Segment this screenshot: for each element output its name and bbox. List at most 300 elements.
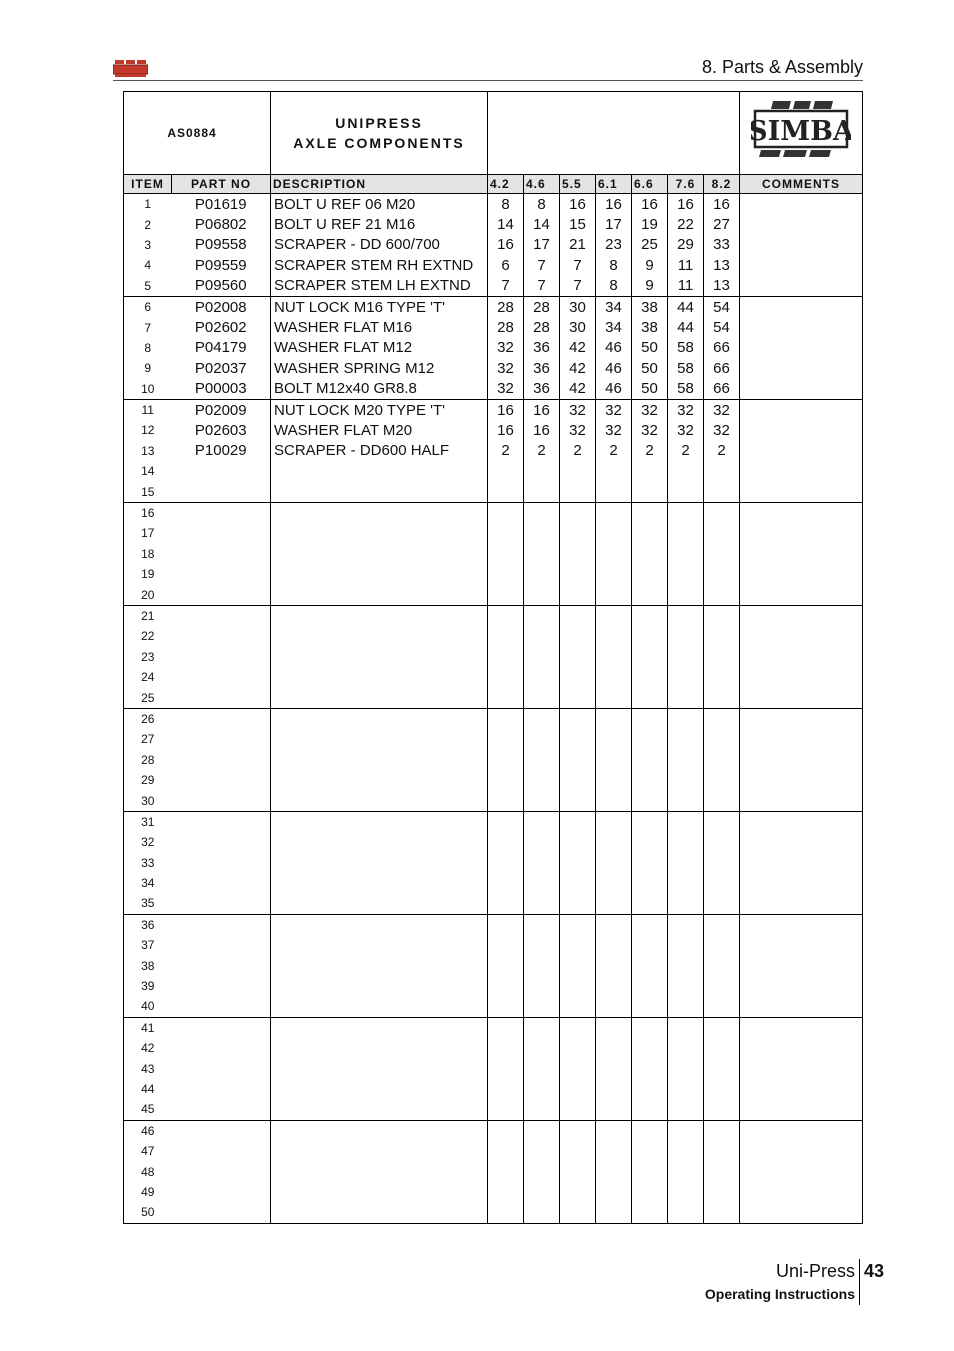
quantity-cell bbox=[596, 1182, 632, 1202]
quantity-cell bbox=[524, 1099, 560, 1120]
quantity-cell bbox=[596, 461, 632, 481]
quantity-cell bbox=[668, 523, 704, 543]
part-number-cell bbox=[172, 729, 271, 749]
quantity-cell bbox=[596, 605, 632, 626]
part-number-cell: P06802 bbox=[172, 214, 271, 234]
quantity-cell: 32 bbox=[704, 399, 740, 420]
part-number-cell bbox=[172, 1079, 271, 1099]
quantity-cell: 66 bbox=[704, 338, 740, 358]
quantity-cell: 17 bbox=[596, 214, 632, 234]
item-number-cell: 5 bbox=[124, 276, 172, 297]
quantity-cell bbox=[596, 853, 632, 873]
quantity-cell bbox=[596, 750, 632, 770]
comments-cell bbox=[740, 461, 863, 481]
part-number-cell: P09558 bbox=[172, 235, 271, 255]
quantity-cell: 42 bbox=[560, 379, 596, 400]
item-number-cell: 45 bbox=[124, 1099, 172, 1120]
quantity-cell bbox=[488, 729, 524, 749]
description-cell bbox=[271, 750, 488, 770]
quantity-cell bbox=[524, 708, 560, 729]
item-number-cell: 30 bbox=[124, 790, 172, 811]
comments-cell bbox=[740, 379, 863, 400]
quantity-cell bbox=[488, 481, 524, 502]
quantity-cell bbox=[632, 544, 668, 564]
quantity-cell: 36 bbox=[524, 338, 560, 358]
quantity-cell bbox=[704, 790, 740, 811]
item-number-cell: 17 bbox=[124, 523, 172, 543]
quantity-cell bbox=[524, 811, 560, 832]
item-number-cell: 27 bbox=[124, 729, 172, 749]
table-row bbox=[124, 379, 863, 400]
quantity-cell bbox=[524, 935, 560, 955]
quantity-cell bbox=[560, 708, 596, 729]
table-row bbox=[124, 790, 863, 811]
quantity-cell bbox=[596, 647, 632, 667]
description-cell bbox=[271, 1161, 488, 1181]
description-cell bbox=[271, 481, 488, 502]
quantity-cell bbox=[524, 1038, 560, 1058]
quantity-cell bbox=[488, 770, 524, 790]
quantity-cell bbox=[560, 729, 596, 749]
comments-cell bbox=[740, 399, 863, 420]
quantity-cell bbox=[524, 461, 560, 481]
quantity-cell: 19 bbox=[632, 214, 668, 234]
quantity-cell bbox=[560, 564, 596, 584]
quantity-cell bbox=[488, 1038, 524, 1058]
quantity-cell: 54 bbox=[704, 317, 740, 337]
item-number-cell: 14 bbox=[124, 461, 172, 481]
quantity-cell: 32 bbox=[704, 420, 740, 440]
table-row bbox=[124, 481, 863, 502]
description-cell bbox=[271, 853, 488, 873]
description-cell bbox=[271, 976, 488, 996]
comments-cell bbox=[740, 750, 863, 770]
quantity-cell bbox=[668, 955, 704, 975]
description-cell bbox=[271, 1099, 488, 1120]
footer-subtitle: Operating Instructions bbox=[704, 1286, 855, 1302]
quantity-cell bbox=[668, 667, 704, 687]
quantity-cell bbox=[596, 1038, 632, 1058]
quantity-cell bbox=[596, 996, 632, 1017]
quantity-cell bbox=[596, 1079, 632, 1099]
description-cell bbox=[271, 832, 488, 852]
part-number-cell: P02008 bbox=[172, 296, 271, 317]
quantity-cell bbox=[704, 1099, 740, 1120]
part-number-cell bbox=[172, 914, 271, 935]
quantity-cell bbox=[596, 832, 632, 852]
item-number-cell: 33 bbox=[124, 853, 172, 873]
part-number-cell bbox=[172, 584, 271, 605]
quantity-cell bbox=[668, 1079, 704, 1099]
quantity-cell: 32 bbox=[668, 399, 704, 420]
description-cell bbox=[271, 584, 488, 605]
table-row bbox=[124, 214, 863, 234]
quantity-cell: 50 bbox=[632, 338, 668, 358]
quantity-cell: 30 bbox=[560, 296, 596, 317]
quantity-cell bbox=[488, 605, 524, 626]
comments-cell bbox=[740, 235, 863, 255]
quantity-cell: 2 bbox=[524, 441, 560, 461]
quantity-cell bbox=[596, 1017, 632, 1038]
quantity-cell: 28 bbox=[524, 317, 560, 337]
quantity-cell bbox=[668, 935, 704, 955]
quantity-cell: 6 bbox=[488, 255, 524, 275]
quantity-cell bbox=[560, 955, 596, 975]
quantity-cell bbox=[560, 811, 596, 832]
quantity-cell bbox=[488, 502, 524, 523]
quantity-cell: 28 bbox=[488, 296, 524, 317]
quantity-cell: 7 bbox=[488, 276, 524, 297]
quantity-cell bbox=[488, 1079, 524, 1099]
quantity-cell: 33 bbox=[704, 235, 740, 255]
quantity-cell bbox=[668, 790, 704, 811]
quantity-cell bbox=[704, 647, 740, 667]
table-row bbox=[124, 605, 863, 626]
quantity-cell bbox=[596, 729, 632, 749]
quantity-cell bbox=[560, 1120, 596, 1141]
comments-cell bbox=[740, 914, 863, 935]
comments-cell bbox=[740, 1079, 863, 1099]
comments-cell bbox=[740, 955, 863, 975]
quantity-cell bbox=[524, 790, 560, 811]
quantity-cell bbox=[524, 996, 560, 1017]
table-row bbox=[124, 1202, 863, 1223]
quantity-cell bbox=[488, 667, 524, 687]
quantity-cell bbox=[704, 1202, 740, 1223]
footer-product: Uni-Press bbox=[775, 1261, 855, 1281]
quantity-cell bbox=[560, 750, 596, 770]
quantity-cell: 28 bbox=[524, 296, 560, 317]
comments-cell bbox=[740, 667, 863, 687]
quantity-cell bbox=[704, 1038, 740, 1058]
quantity-cell bbox=[488, 790, 524, 811]
quantity-cell: 42 bbox=[560, 358, 596, 378]
item-number-cell: 9 bbox=[124, 358, 172, 378]
quantity-cell: 54 bbox=[704, 296, 740, 317]
quantity-cell bbox=[704, 564, 740, 584]
part-number-cell bbox=[172, 1120, 271, 1141]
comments-cell bbox=[740, 626, 863, 646]
description-cell bbox=[271, 1120, 488, 1141]
quantity-cell: 14 bbox=[488, 214, 524, 234]
quantity-cell: 16 bbox=[524, 420, 560, 440]
item-number-cell: 48 bbox=[124, 1161, 172, 1181]
quantity-cell bbox=[560, 790, 596, 811]
sheet-title-line2: AXLE COMPONENTS bbox=[293, 135, 465, 151]
description-cell bbox=[271, 523, 488, 543]
table-row bbox=[124, 399, 863, 420]
quantity-cell bbox=[704, 750, 740, 770]
quantity-cell bbox=[488, 832, 524, 852]
quantity-cell: 25 bbox=[632, 235, 668, 255]
comments-cell bbox=[740, 832, 863, 852]
part-number-cell bbox=[172, 832, 271, 852]
quantity-cell bbox=[668, 1038, 704, 1058]
quantity-cell: 23 bbox=[596, 235, 632, 255]
quantity-cell bbox=[704, 626, 740, 646]
quantity-cell bbox=[596, 976, 632, 996]
table-row bbox=[124, 914, 863, 935]
quantity-cell: 32 bbox=[632, 399, 668, 420]
quantity-cell: 38 bbox=[632, 317, 668, 337]
quantity-cell: 16 bbox=[704, 194, 740, 215]
part-number-cell bbox=[172, 935, 271, 955]
quantity-cell bbox=[560, 481, 596, 502]
table-row bbox=[124, 235, 863, 255]
quantity-cell bbox=[668, 750, 704, 770]
quantity-cell bbox=[596, 544, 632, 564]
quantity-cell bbox=[596, 1058, 632, 1078]
quantity-cell bbox=[632, 481, 668, 502]
quantity-cell bbox=[560, 935, 596, 955]
item-number-cell: 50 bbox=[124, 1202, 172, 1223]
part-number-cell: P10029 bbox=[172, 441, 271, 461]
quantity-cell bbox=[524, 502, 560, 523]
description-cell bbox=[271, 647, 488, 667]
description-cell bbox=[271, 544, 488, 564]
item-number-cell: 6 bbox=[124, 296, 172, 317]
table-row bbox=[124, 853, 863, 873]
quantity-cell: 14 bbox=[524, 214, 560, 234]
comments-cell bbox=[740, 214, 863, 234]
item-number-cell: 24 bbox=[124, 667, 172, 687]
comments-cell bbox=[740, 996, 863, 1017]
quantity-cell bbox=[632, 811, 668, 832]
part-number-cell bbox=[172, 955, 271, 975]
part-number-cell bbox=[172, 873, 271, 893]
item-number-cell: 39 bbox=[124, 976, 172, 996]
quantity-cell: 32 bbox=[668, 420, 704, 440]
quantity-cell: 8 bbox=[596, 255, 632, 275]
quantity-cell bbox=[560, 667, 596, 687]
comments-cell bbox=[740, 605, 863, 626]
quantity-cell: 32 bbox=[488, 379, 524, 400]
quantity-cell bbox=[704, 996, 740, 1017]
quantity-cell bbox=[596, 811, 632, 832]
quantity-cell bbox=[632, 1202, 668, 1223]
quantity-cell bbox=[596, 481, 632, 502]
quantity-cell bbox=[560, 626, 596, 646]
quantity-cell bbox=[632, 1182, 668, 1202]
table-row bbox=[124, 955, 863, 975]
quantity-cell: 2 bbox=[668, 441, 704, 461]
quantity-cell: 36 bbox=[524, 358, 560, 378]
quantity-cell: 16 bbox=[668, 194, 704, 215]
quantity-cell bbox=[560, 976, 596, 996]
quantity-cell bbox=[704, 544, 740, 564]
quantity-cell: 32 bbox=[488, 338, 524, 358]
comments-cell bbox=[740, 893, 863, 914]
quantity-cell bbox=[596, 1120, 632, 1141]
description-cell bbox=[271, 790, 488, 811]
quantity-cell bbox=[632, 708, 668, 729]
parts-table bbox=[123, 91, 863, 1224]
quantity-cell: 8 bbox=[488, 194, 524, 215]
quantity-cell bbox=[632, 647, 668, 667]
quantity-cell bbox=[560, 647, 596, 667]
quantity-cell bbox=[596, 687, 632, 708]
quantity-cell bbox=[668, 811, 704, 832]
description-cell bbox=[271, 626, 488, 646]
quantity-cell bbox=[560, 1038, 596, 1058]
sheet-code: AS0884 bbox=[124, 92, 271, 175]
quantity-cell bbox=[524, 1182, 560, 1202]
quantity-cell bbox=[524, 544, 560, 564]
description-cell: BOLT U REF 21 M16 bbox=[271, 214, 488, 234]
part-number-cell bbox=[172, 1017, 271, 1038]
quantity-cell bbox=[524, 626, 560, 646]
table-row bbox=[124, 647, 863, 667]
quantity-cell bbox=[488, 523, 524, 543]
quantity-cell bbox=[704, 832, 740, 852]
comments-cell bbox=[740, 687, 863, 708]
part-number-cell bbox=[172, 1038, 271, 1058]
quantity-cell bbox=[524, 770, 560, 790]
quantity-cell bbox=[668, 605, 704, 626]
quantity-cell: 16 bbox=[596, 194, 632, 215]
quantity-cell: 29 bbox=[668, 235, 704, 255]
quantity-cell bbox=[704, 935, 740, 955]
item-number-cell: 7 bbox=[124, 317, 172, 337]
quantity-cell bbox=[668, 687, 704, 708]
comments-cell bbox=[740, 255, 863, 275]
quantity-cell bbox=[560, 853, 596, 873]
quantity-cell bbox=[524, 1058, 560, 1078]
part-number-cell: P02037 bbox=[172, 358, 271, 378]
part-number-cell bbox=[172, 1182, 271, 1202]
comments-cell bbox=[740, 935, 863, 955]
quantity-cell: 11 bbox=[668, 255, 704, 275]
table-row bbox=[124, 996, 863, 1017]
quantity-cell bbox=[632, 729, 668, 749]
quantity-cell bbox=[560, 1141, 596, 1161]
quantity-cell bbox=[488, 708, 524, 729]
quantity-cell bbox=[668, 1058, 704, 1078]
quantity-cell: 2 bbox=[704, 441, 740, 461]
table-row bbox=[124, 296, 863, 317]
quantity-cell bbox=[668, 1141, 704, 1161]
table-row bbox=[124, 441, 863, 461]
quantity-cell bbox=[668, 1017, 704, 1038]
comments-cell bbox=[740, 770, 863, 790]
col-header-size: 7.6 bbox=[668, 175, 704, 194]
quantity-cell bbox=[560, 1099, 596, 1120]
quantity-cell bbox=[704, 1058, 740, 1078]
quantity-cell bbox=[704, 955, 740, 975]
description-cell bbox=[271, 1182, 488, 1202]
quantity-cell bbox=[488, 1202, 524, 1223]
quantity-cell bbox=[596, 708, 632, 729]
table-row bbox=[124, 893, 863, 914]
comments-cell bbox=[740, 276, 863, 297]
col-header-description: DESCRIPTION bbox=[271, 175, 488, 194]
quantity-cell bbox=[632, 1058, 668, 1078]
quantity-cell bbox=[488, 750, 524, 770]
quantity-cell: 34 bbox=[596, 317, 632, 337]
table-row bbox=[124, 544, 863, 564]
part-number-cell bbox=[172, 544, 271, 564]
table-row bbox=[124, 523, 863, 543]
quantity-cell bbox=[668, 647, 704, 667]
quantity-cell: 9 bbox=[632, 276, 668, 297]
quantity-cell bbox=[632, 605, 668, 626]
table-row bbox=[124, 420, 863, 440]
part-number-cell: P02009 bbox=[172, 399, 271, 420]
table-row bbox=[124, 502, 863, 523]
quantity-cell bbox=[524, 1120, 560, 1141]
item-number-cell: 15 bbox=[124, 481, 172, 502]
quantity-cell bbox=[560, 832, 596, 852]
description-cell bbox=[271, 770, 488, 790]
comments-cell bbox=[740, 584, 863, 605]
part-number-cell bbox=[172, 976, 271, 996]
quantity-cell bbox=[488, 1161, 524, 1181]
quantity-cell: 28 bbox=[488, 317, 524, 337]
part-number-cell: P01619 bbox=[172, 194, 271, 215]
quantity-cell: 50 bbox=[632, 358, 668, 378]
part-number-cell: P04179 bbox=[172, 338, 271, 358]
quantity-cell: 16 bbox=[560, 194, 596, 215]
comments-cell bbox=[740, 317, 863, 337]
table-row bbox=[124, 358, 863, 378]
quantity-cell bbox=[632, 955, 668, 975]
quantity-cell bbox=[704, 853, 740, 873]
sheet-title bbox=[271, 92, 488, 175]
sheet-title-line1: UNIPRESS bbox=[335, 115, 423, 131]
quantity-cell bbox=[704, 523, 740, 543]
quantity-cell bbox=[596, 893, 632, 914]
table-row bbox=[124, 811, 863, 832]
quantity-cell bbox=[488, 1058, 524, 1078]
quantity-cell bbox=[704, 1017, 740, 1038]
item-number-cell: 28 bbox=[124, 750, 172, 770]
quantity-cell bbox=[596, 790, 632, 811]
quantity-cell bbox=[632, 1161, 668, 1181]
quantity-cell: 32 bbox=[596, 399, 632, 420]
item-number-cell: 41 bbox=[124, 1017, 172, 1038]
quantity-cell bbox=[668, 1202, 704, 1223]
part-number-cell: P02603 bbox=[172, 420, 271, 440]
part-number-cell bbox=[172, 1099, 271, 1120]
quantity-cell bbox=[524, 667, 560, 687]
quantity-cell bbox=[704, 811, 740, 832]
description-cell bbox=[271, 1017, 488, 1038]
quantity-cell: 16 bbox=[524, 399, 560, 420]
quantity-cell bbox=[704, 1120, 740, 1141]
description-cell bbox=[271, 729, 488, 749]
table-row bbox=[124, 687, 863, 708]
quantity-cell bbox=[488, 1099, 524, 1120]
description-cell bbox=[271, 811, 488, 832]
quantity-cell: 30 bbox=[560, 317, 596, 337]
description-cell bbox=[271, 687, 488, 708]
item-number-cell: 12 bbox=[124, 420, 172, 440]
quantity-cell bbox=[668, 853, 704, 873]
quantity-cell: 15 bbox=[560, 214, 596, 234]
item-number-cell: 46 bbox=[124, 1120, 172, 1141]
parts-rows bbox=[124, 194, 863, 1224]
quantity-cell bbox=[560, 605, 596, 626]
quantity-cell bbox=[596, 626, 632, 646]
comments-cell bbox=[740, 420, 863, 440]
quantity-cell bbox=[596, 523, 632, 543]
quantity-cell bbox=[596, 502, 632, 523]
item-number-cell: 29 bbox=[124, 770, 172, 790]
quantity-cell bbox=[488, 893, 524, 914]
description-cell bbox=[271, 502, 488, 523]
quantity-cell bbox=[560, 1161, 596, 1181]
quantity-cell bbox=[632, 1017, 668, 1038]
